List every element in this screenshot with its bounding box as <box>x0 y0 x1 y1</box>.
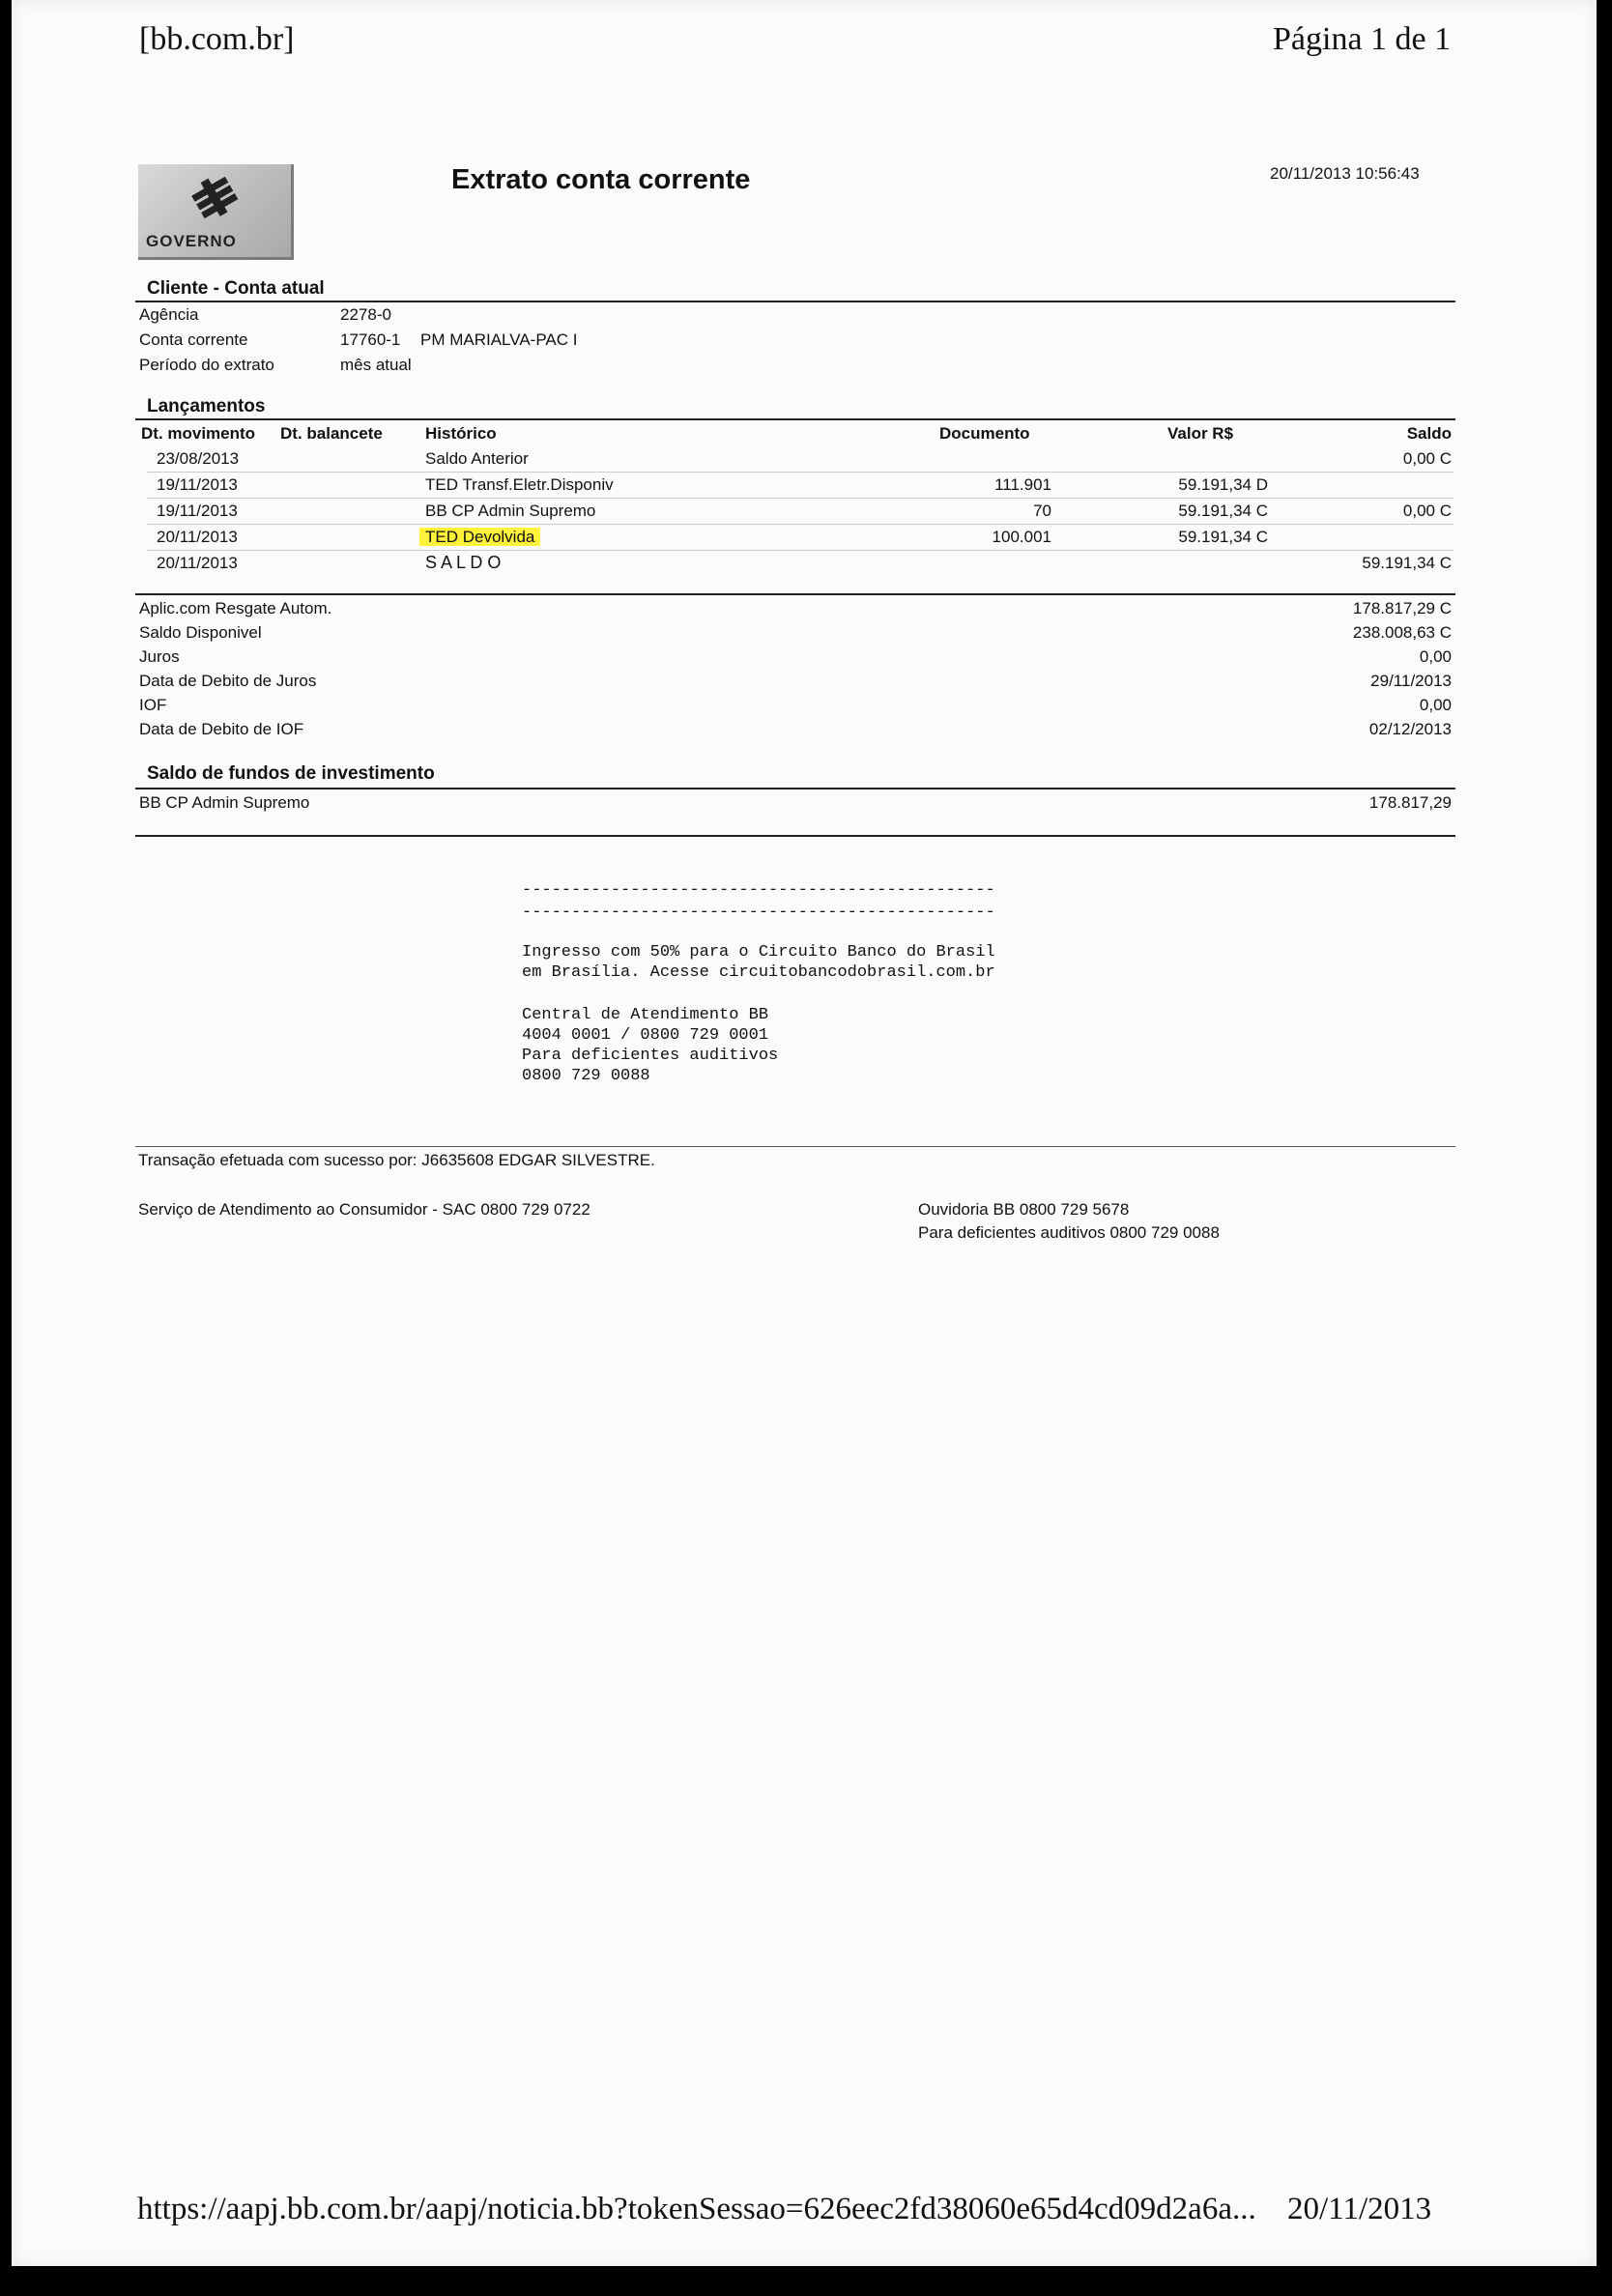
row-saldo: 0,00 C <box>1402 449 1452 468</box>
resumo-label: Saldo Disponivel <box>139 623 262 642</box>
row-documento: 100.001 <box>992 528 1051 546</box>
conta-name: PM MARIALVA-PAC I <box>420 330 578 349</box>
dashes-line: ------------------------------------------------ <box>522 904 995 922</box>
resumo-value: 0,00 <box>1419 696 1452 714</box>
row-valor: 59.191,34 C <box>1178 528 1268 546</box>
agencia-value: 2278-0 <box>340 305 391 324</box>
lancamentos-heading: Lançamentos <box>147 396 266 416</box>
divider <box>135 593 1455 595</box>
col-dt-balancete: Dt. balancete <box>280 424 383 443</box>
row-historico: Saldo Anterior <box>425 449 529 468</box>
col-dt-movimento: Dt. movimento <box>141 424 256 443</box>
resumo-value: 02/12/2013 <box>1368 720 1452 738</box>
header-site: [bb.com.br] <box>139 21 295 57</box>
timestamp: 20/11/2013 10:56:43 <box>1270 164 1420 183</box>
resumo-label: IOF <box>139 696 167 714</box>
resumo-label: Aplic.com Resgate Autom. <box>139 599 332 617</box>
row-separator <box>147 524 1454 525</box>
logo-text: GOVERNO <box>146 232 237 250</box>
central-line: Para deficientes auditivos <box>522 1047 779 1065</box>
row-documento: 111.901 <box>994 475 1051 494</box>
header-page-number: Página 1 de 1 <box>1273 21 1452 57</box>
row-date: 20/11/2013 <box>157 528 238 546</box>
divider <box>135 418 1455 420</box>
fundos-heading: Saldo de fundos de investimento <box>147 763 435 784</box>
sac-text: Serviço de Atendimento ao Consumidor - SAC 0800 729 0722 <box>138 1200 590 1219</box>
col-valor: Valor R$ <box>1167 424 1234 443</box>
highlighted-text: TED Devolvida <box>419 528 540 546</box>
deficientes-text: Para deficientes auditivos 0800 729 0088 <box>918 1223 1220 1242</box>
periodo-value: mês atual <box>340 356 412 374</box>
resumo-value: 238.008,63 C <box>1352 623 1452 642</box>
divider <box>135 835 1455 837</box>
divider <box>135 788 1455 789</box>
conta-value: 17760-1 <box>340 330 401 349</box>
row-saldo: 0,00 C <box>1402 502 1452 520</box>
central-line: Central de Atendimento BB <box>522 1006 769 1024</box>
resumo-value: 178.817,29 C <box>1352 599 1452 617</box>
fundo-value: 178.817,29 <box>1368 793 1452 812</box>
row-historico: BB CP Admin Supremo <box>425 502 596 520</box>
row-saldo: 59.191,34 C <box>1362 554 1452 572</box>
statement-page <box>12 0 1597 2266</box>
divider <box>135 1146 1455 1147</box>
col-saldo: Saldo <box>1406 424 1452 443</box>
agencia-label: Agência <box>139 305 199 324</box>
row-separator <box>147 498 1454 499</box>
row-separator <box>147 550 1454 551</box>
fundo-label: BB CP Admin Supremo <box>139 793 310 812</box>
col-documento: Documento <box>939 424 1030 443</box>
transacao-text: Transação efetuada com sucesso por: J6635608 EDGAR SILVESTRE. <box>138 1151 655 1169</box>
dashes-line: ------------------------------------------------ <box>522 881 995 900</box>
page-title: Extrato conta corrente <box>451 164 751 195</box>
row-separator <box>147 472 1454 473</box>
resumo-label: Data de Debito de Juros <box>139 672 317 690</box>
row-valor: 59.191,34 C <box>1178 502 1268 520</box>
row-documento: 70 <box>1033 502 1051 520</box>
row-date: 19/11/2013 <box>157 475 238 494</box>
resumo-value: 0,00 <box>1419 647 1452 666</box>
resumo-value: 29/11/2013 <box>1370 672 1452 690</box>
resumo-label: Juros <box>139 647 180 666</box>
footer-url: https://aapj.bb.com.br/aapj/noticia.bb?tokenSessao=626eec2fd38060e65d4cd09d2a6a... <box>137 2192 1256 2226</box>
row-historico: TED Transf.Eletr.Disponiv <box>425 475 614 494</box>
row-date: 20/11/2013 <box>157 554 238 572</box>
central-line: 4004 0001 / 0800 729 0001 <box>522 1026 769 1045</box>
bb-governo-logo <box>138 164 294 260</box>
central-line: 0800 729 0088 <box>522 1067 650 1085</box>
row-date: 19/11/2013 <box>157 502 238 520</box>
footer-date: 20/11/2013 <box>1287 2192 1432 2226</box>
promo-line: em Brasília. Acesse circuitobancodobrasil.com.br <box>522 963 995 982</box>
ouvidoria-text: Ouvidoria BB 0800 729 5678 <box>918 1200 1130 1219</box>
row-date: 23/08/2013 <box>157 449 240 468</box>
col-historico: Histórico <box>425 424 497 443</box>
promo-line: Ingresso com 50% para o Circuito Banco do Brasil <box>522 943 995 961</box>
conta-label: Conta corrente <box>139 330 248 349</box>
divider <box>135 301 1455 302</box>
row-historico-saldo: S A L D O <box>425 553 502 572</box>
periodo-label: Período do extrato <box>139 356 274 374</box>
row-historico-highlighted <box>419 528 540 547</box>
resumo-label: Data de Debito de IOF <box>139 720 304 738</box>
row-valor: 59.191,34 D <box>1178 475 1268 494</box>
cliente-heading: Cliente - Conta atual <box>147 278 325 299</box>
